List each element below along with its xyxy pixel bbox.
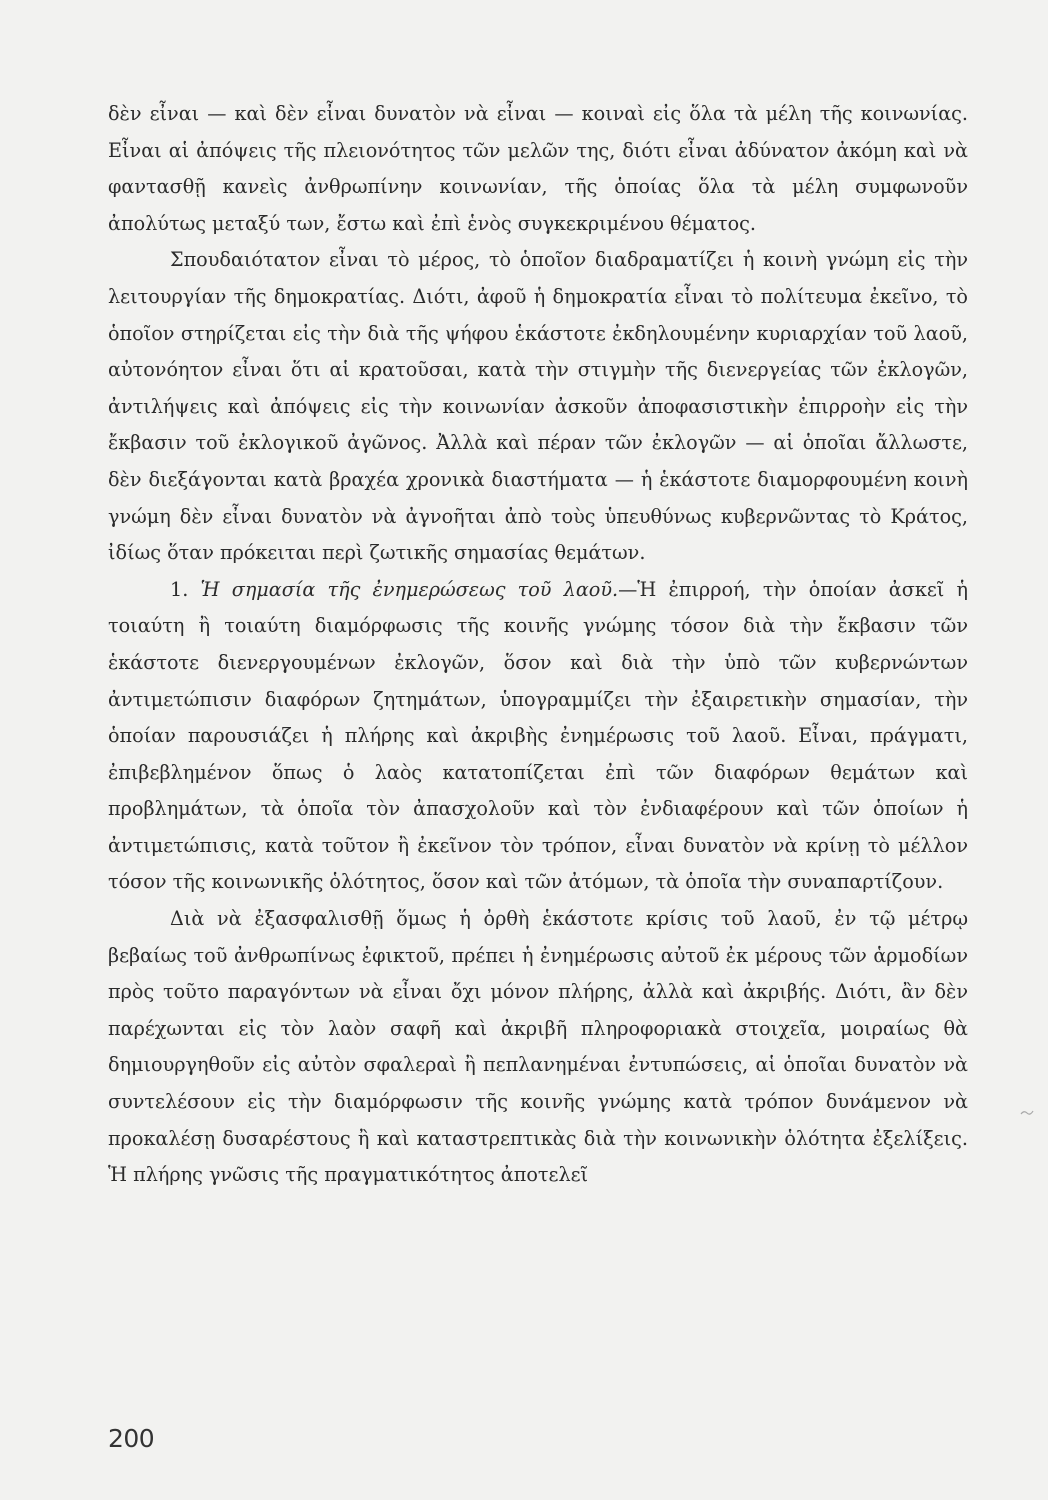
page-number: 200 bbox=[108, 1424, 155, 1453]
paragraph-2: Σπουδαιότατον εἶναι τὸ μέρος, τὸ ὁποῖον διαδραματίζει ἡ κοινὴ γνώμη εἰς τὴν λειτουργίαν τῆς δημοκρατίας. Διότι, ἀφοῦ ἡ δημοκρατία εἶναι τὸ πολίτευμα ἐκεῖνο, τὸ ὁποῖον στηρίζεται εἰς τὴν διὰ τῆς ψήφου ἑκάστοτε ἐκδηλουμένην κυριαρχίαν τοῦ λαοῦ, αὐτονόητον εἶναι ὅτι αἱ κρατοῦσαι, κατὰ τὴν στιγμὴν τῆς διενεργείας τῶν ἐκλογῶν, ἀντιλήψεις καὶ ἀπόψεις εἰς τὴν κοινωνίαν ἀσκοῦν ἀποφασιστικὴν ἐπιρροὴν εἰς τὴν ἔκβασιν τοῦ ἐκλογικοῦ ἀγῶνος. Ἀλλὰ καὶ πέραν τῶν ἐκλογῶν — αἱ ὁποῖαι ἄλλωστε, δὲν διεξάγονται κατὰ βραχέα χρονικὰ διαστήματα — ἡ ἑκάστοτε διαμορφουμένη κοινὴ γνώμη δὲν εἶναι δυνατὸν νὰ ἀγνοῆται ἀπὸ τοὺς ὑπευθύνως κυβερνῶντας τὸ Κράτος, ἰδίως ὅταν πρόκειται περὶ ζωτικῆς σημασίας θεμάτων. bbox=[108, 248, 968, 565]
paragraph-3-section bbox=[108, 572, 968, 901]
paper-speck bbox=[1020, 1108, 1034, 1118]
section-body: —Ἡ ἐπιρροή, τὴν ὁποίαν ἀσκεῖ ἡ τοιαύτη ἢ τοιαύτη διαμόρφωσις τῆς κοινῆς γνώμης τόσον διὰ τὴν ἔκβασιν τῶν ἑκάστοτε διενεργουμένων ἐκλογῶν, ὅσον καὶ διὰ τὴν ὑπὸ τῶν κυβερνώντων ἀντιμετώπισιν διαφόρων ζητημάτων, ὑπογραμμίζει τὴν ἐξαιρετικὴν σημασίαν, τὴν ὁποίαν παρουσιάζει ἡ πλήρης καὶ ἀκριβὴς ἐνημέρωσις τοῦ λαοῦ. Εἶναι, πράγματι, ἐπιβεβλημένον ὅπως ὁ λαὸς κατατοπίζεται ἐπὶ τῶν διαφόρων θεμάτων καὶ προβλημάτων, τὰ ὁποῖα τὸν ἀπασχολοῦν καὶ τὸν ἐνδιαφέρουν καὶ τῶν ὁποίων ἡ ἀντιμετώπισις, κατὰ τοῦτον ἢ ἐκεῖνον τὸν τρόπον, εἶναι δυνατὸν νὰ κρίνῃ τὸ μέλλον τόσον τῆς κοινωνικῆς ὁλότητος, ὅσον καὶ τῶν ἀτόμων, τὰ ὁποῖα τὴν συναπαρτίζουν. bbox=[108, 577, 968, 894]
section-number: 1. bbox=[170, 577, 189, 601]
speck-mark bbox=[1020, 1108, 1034, 1118]
paragraph-4: Διὰ νὰ ἐξασφαλισθῇ ὅμως ἡ ὀρθὴ ἑκάστοτε κρίσις τοῦ λαοῦ, ἐν τῷ μέτρῳ βεβαίως τοῦ ἀνθρωπίνως ἐφικτοῦ, πρέπει ἡ ἐνημέρωσις αὐτοῦ ἐκ μέρους τῶν ἁρμοδίων πρὸς τοῦτο παραγόντων νὰ εἶναι ὄχι μόνον πλήρης, ἀλλὰ καὶ ἀκριβής. Διότι, ἂν δὲν παρέχωνται εἰς τὸν λαὸν σαφῆ καὶ ἀκριβῆ πληροφοριακὰ στοιχεῖα, μοιραίως θὰ δημιουργηθοῦν εἰς αὐτὸν σφαλεραὶ ἢ πεπλανημέναι ἐντυπώσεις, αἱ ὁποῖαι δυνατὸν νὰ συντελέσουν εἰς τὴν διαμόρφωσιν τῆς κοινῆς γνώμης κατὰ τρόπον δυνάμενον νὰ προκαλέσῃ δυσαρέστους ἢ καὶ καταστρεπτικὰς διὰ τὴν κοινωνικὴν ὁλότητα ἐξελίξεις. Ἡ πλήρης γνῶσις τῆς πραγματικότητος ἀποτελεῖ bbox=[108, 907, 968, 1187]
section-heading: Ἡ σημασία τῆς ἐνημερώσεως τοῦ λαοῦ. bbox=[200, 577, 619, 601]
paragraph-1: δὲν εἶναι — καὶ δὲν εἶναι δυνατὸν νὰ εἶναι — κοιναὶ εἰς ὅλα τὰ μέλη τῆς κοινωνίας. Εἶναι αἱ ἀπόψεις τῆς πλειονότητος τῶν μελῶν της, διότι εἶναι ἀδύνατον ἀκόμη καὶ νὰ φαντασθῇ κανεὶς ἀνθρωπίνην κοινωνίαν, τῆς ὁποίας ὅλα τὰ μέλη συμφωνοῦν ἀπολύτως μεταξύ των, ἔστω καὶ ἐπὶ ἑνὸς συγκεκριμένου θέματος. bbox=[108, 102, 968, 235]
body-text bbox=[108, 96, 968, 1194]
